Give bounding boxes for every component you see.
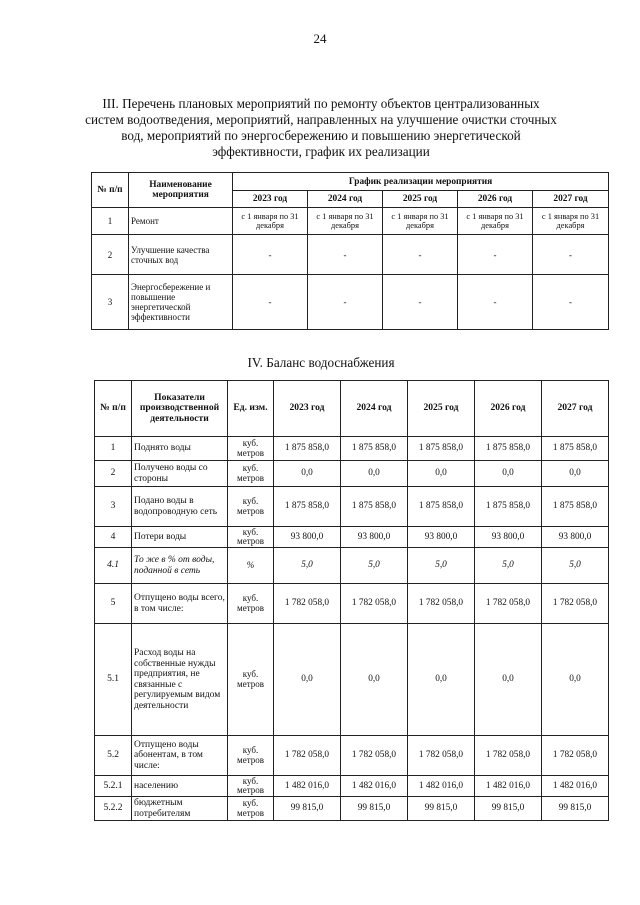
row-cell: с 1 января по 31 декабря [383, 208, 458, 235]
row-value: 99 815,0 [341, 797, 408, 821]
header-year: 2026 год [475, 381, 542, 437]
page-number: 24 [313, 31, 327, 46]
row-value: 1 782 058,0 [274, 736, 341, 776]
row-value: 1 782 058,0 [341, 584, 408, 624]
row-unit: % [228, 548, 274, 584]
row-value: 5,0 [341, 548, 408, 584]
row-value: 99 815,0 [274, 797, 341, 821]
row-value: 1 482 016,0 [341, 776, 408, 797]
row-num: 5.2 [95, 736, 132, 776]
row-value: 1 482 016,0 [475, 776, 542, 797]
row-cell: - [533, 275, 609, 330]
row-value: 5,0 [274, 548, 341, 584]
table-row [95, 776, 609, 797]
row-unit: куб. метров [228, 776, 274, 797]
row-value: 1 782 058,0 [408, 736, 475, 776]
header-year: 2023 год [233, 191, 308, 208]
row-value: 1 482 016,0 [274, 776, 341, 797]
section-3-title-line: систем водоотведения, мероприятий, направленных на улучшение очистки сточных [85, 112, 557, 127]
row-value: 0,0 [475, 624, 542, 736]
header-year: 2026 год [458, 191, 533, 208]
table-row [95, 487, 609, 527]
row-value: 1 875 858,0 [341, 437, 408, 461]
row-num: 5 [95, 584, 132, 624]
row-indicator: Расход воды на собственные нужды предприятия, не связанные с регулируемым видом деятельности [132, 624, 228, 736]
row-cell: - [533, 235, 609, 275]
row-indicator: Поднято воды [132, 437, 228, 461]
section-3-title-line: вод, мероприятий по энергосбережению и повышению энергетической [121, 128, 521, 143]
row-value: 99 815,0 [408, 797, 475, 821]
row-value: 93 800,0 [274, 527, 341, 548]
header-num: № п/п [92, 173, 129, 208]
row-num: 2 [95, 461, 132, 487]
header-schedule: График реализации мероприятия [233, 173, 609, 191]
row-unit: куб. метров [228, 624, 274, 736]
row-value: 1 875 858,0 [542, 487, 609, 527]
row-value: 1 782 058,0 [542, 736, 609, 776]
row-num: 5.1 [95, 624, 132, 736]
row-value: 1 782 058,0 [475, 584, 542, 624]
row-value: 1 782 058,0 [475, 736, 542, 776]
row-value: 1 875 858,0 [274, 487, 341, 527]
row-value: 1 875 858,0 [341, 487, 408, 527]
row-value: 0,0 [274, 461, 341, 487]
header-num: № п/п [95, 381, 132, 437]
row-cell: с 1 января по 31 декабря [308, 208, 383, 235]
table-row [95, 548, 609, 584]
row-num: 3 [95, 487, 132, 527]
header-year: 2027 год [542, 381, 609, 437]
row-name: Ремонт [129, 208, 233, 235]
row-value: 0,0 [542, 624, 609, 736]
row-cell: - [308, 275, 383, 330]
row-unit: куб. метров [228, 527, 274, 548]
row-indicator: Потери воды [132, 527, 228, 548]
row-unit: куб. метров [228, 437, 274, 461]
row-value: 5,0 [475, 548, 542, 584]
header-indicator: Показатели производственной деятельности [132, 381, 228, 437]
row-value: 1 782 058,0 [542, 584, 609, 624]
row-name: Энергосбережение и повышение энергетической эффективности [129, 275, 233, 330]
row-num: 5.2.2 [95, 797, 132, 821]
row-indicator: Подано воды в водопроводную сеть [132, 487, 228, 527]
header-year: 2025 год [408, 381, 475, 437]
row-num: 1 [95, 437, 132, 461]
table-row [92, 235, 609, 275]
row-unit: куб. метров [228, 487, 274, 527]
table-row [95, 736, 609, 776]
table-row [95, 527, 609, 548]
header-year: 2027 год [533, 191, 609, 208]
row-value: 99 815,0 [542, 797, 609, 821]
row-cell: - [383, 275, 458, 330]
row-unit: куб. метров [228, 736, 274, 776]
row-indicator: Отпущено воды абонентам, в том числе: [132, 736, 228, 776]
row-value: 1 875 858,0 [475, 487, 542, 527]
row-value: 1 875 858,0 [408, 437, 475, 461]
row-value: 93 800,0 [475, 527, 542, 548]
section-3-title-line: эффективности, график их реализации [212, 144, 430, 159]
section-3-title-line: III. Перечень плановых мероприятий по ремонту объектов централизованных [102, 96, 540, 111]
table-row [95, 584, 609, 624]
row-value: 0,0 [408, 624, 475, 736]
row-cell: - [458, 235, 533, 275]
table-row [92, 208, 609, 235]
row-indicator: населению [132, 776, 228, 797]
row-cell: - [233, 275, 308, 330]
header-year: 2024 год [308, 191, 383, 208]
section-3-title [80, 96, 562, 160]
table-row [95, 624, 609, 736]
row-num: 4.1 [95, 548, 132, 584]
row-indicator: Получено воды со стороны [132, 461, 228, 487]
row-cell: - [458, 275, 533, 330]
row-value: 0,0 [341, 461, 408, 487]
water-balance-table [94, 380, 609, 821]
row-unit: куб. метров [228, 584, 274, 624]
row-value: 0,0 [274, 624, 341, 736]
row-value: 1 782 058,0 [274, 584, 341, 624]
row-cell: - [233, 235, 308, 275]
row-value: 1 482 016,0 [408, 776, 475, 797]
row-value: 1 875 858,0 [408, 487, 475, 527]
table-row [92, 275, 609, 330]
row-value: 1 875 858,0 [542, 437, 609, 461]
row-num: 4 [95, 527, 132, 548]
row-unit: куб. метров [228, 797, 274, 821]
row-value: 5,0 [542, 548, 609, 584]
row-cell: с 1 января по 31 декабря [458, 208, 533, 235]
row-num: 1 [92, 208, 129, 235]
section-4-title: IV. Баланс водоснабжения [247, 355, 395, 370]
row-value: 93 800,0 [542, 527, 609, 548]
row-value: 93 800,0 [408, 527, 475, 548]
row-indicator: бюджетным потребителям [132, 797, 228, 821]
row-value: 1 875 858,0 [475, 437, 542, 461]
table-row [95, 437, 609, 461]
row-num: 3 [92, 275, 129, 330]
row-value: 1 782 058,0 [408, 584, 475, 624]
row-value: 5,0 [408, 548, 475, 584]
row-value: 0,0 [341, 624, 408, 736]
row-cell: - [308, 235, 383, 275]
header-year: 2024 год [341, 381, 408, 437]
header-unit: Ед. изм. [228, 381, 274, 437]
row-num: 2 [92, 235, 129, 275]
row-value: 1 482 016,0 [542, 776, 609, 797]
row-num: 5.2.1 [95, 776, 132, 797]
table-row [95, 797, 609, 821]
row-cell: с 1 января по 31 декабря [533, 208, 609, 235]
row-value: 1 875 858,0 [274, 437, 341, 461]
measures-schedule-table [91, 172, 609, 330]
header-year: 2023 год [274, 381, 341, 437]
row-indicator: Отпущено воды всего, в том числе: [132, 584, 228, 624]
row-value: 1 782 058,0 [341, 736, 408, 776]
row-unit: куб. метров [228, 461, 274, 487]
row-name: Улучшение качества сточных вод [129, 235, 233, 275]
row-value: 0,0 [475, 461, 542, 487]
row-value: 0,0 [408, 461, 475, 487]
header-year: 2025 год [383, 191, 458, 208]
row-cell: - [383, 235, 458, 275]
row-value: 99 815,0 [475, 797, 542, 821]
row-indicator: То же в % от воды, поданной в сеть [132, 548, 228, 584]
header-measure-name: Наименование мероприятия [129, 173, 233, 208]
table-row [95, 461, 609, 487]
row-value: 93 800,0 [341, 527, 408, 548]
row-value: 0,0 [542, 461, 609, 487]
row-cell: с 1 января по 31 декабря [233, 208, 308, 235]
